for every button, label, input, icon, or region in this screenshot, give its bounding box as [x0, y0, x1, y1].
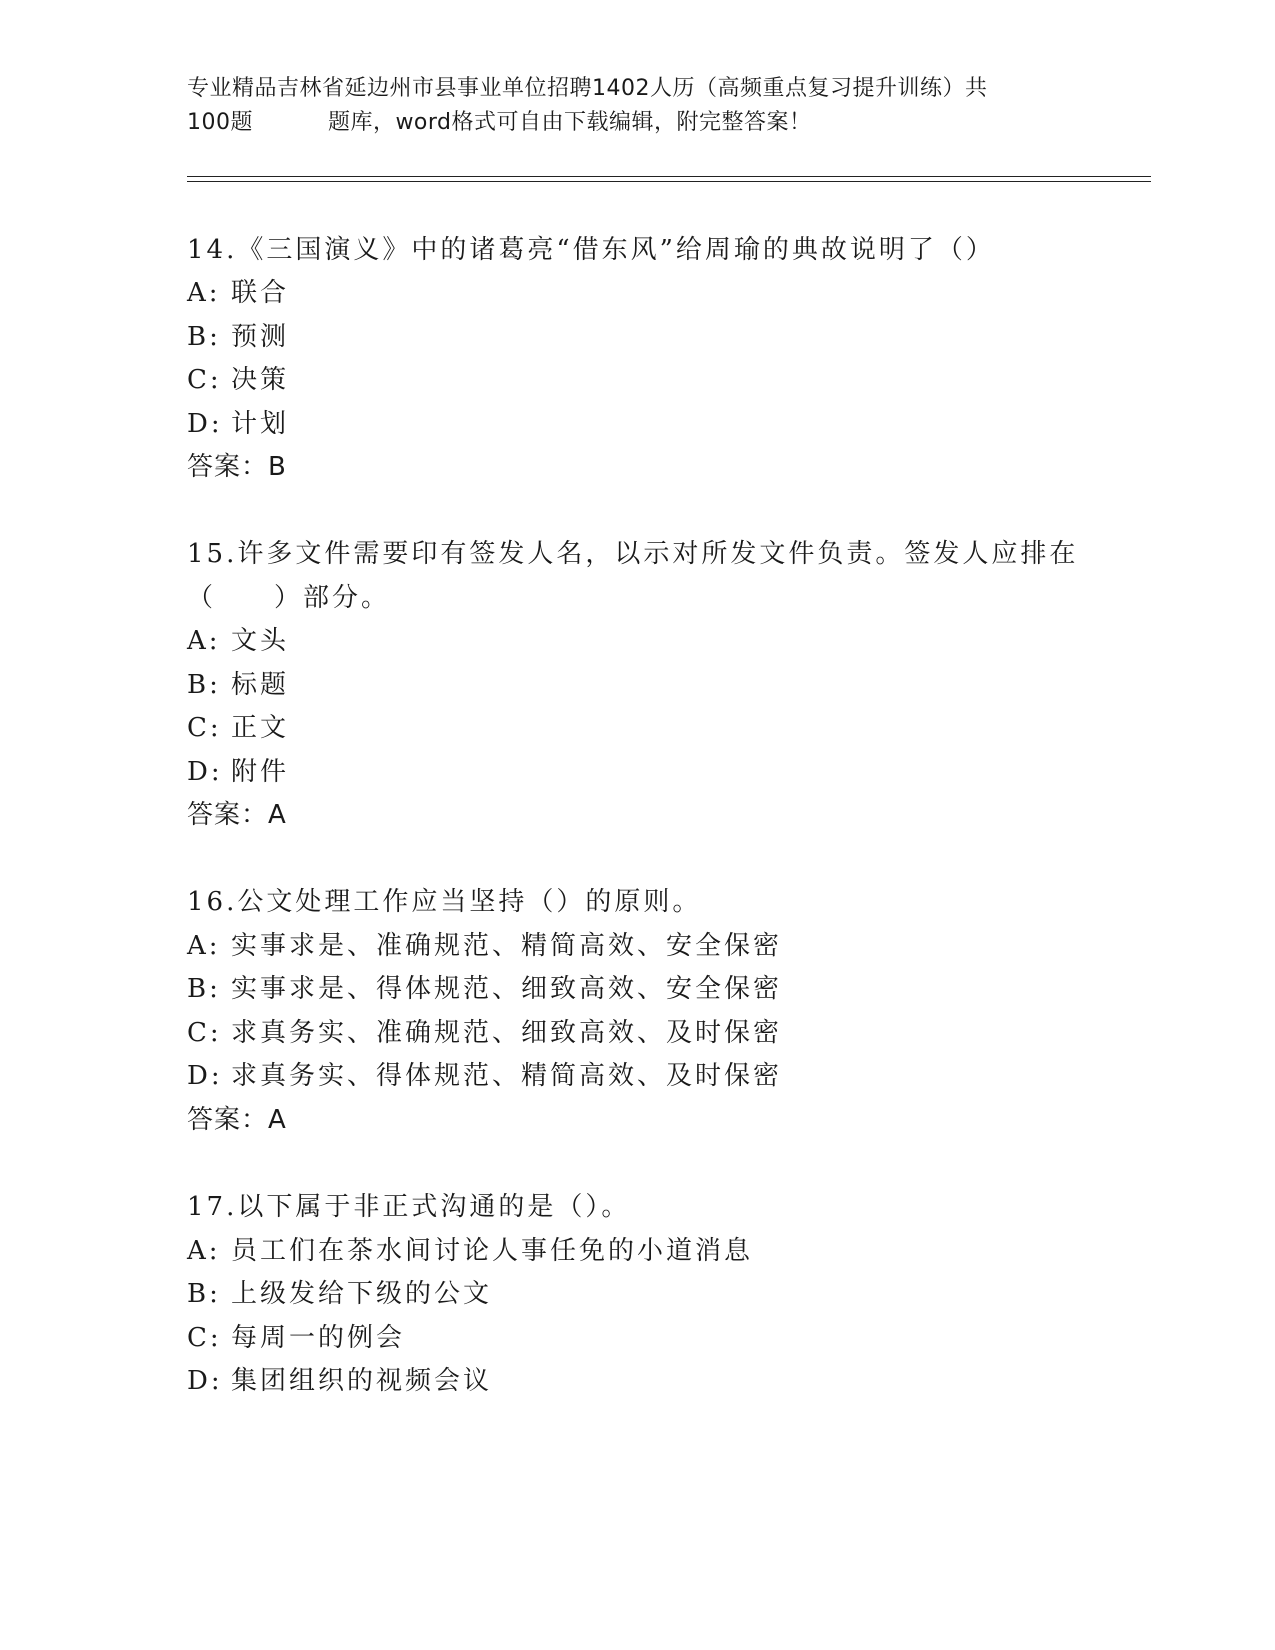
option-c [187, 1322, 405, 1354]
header-divider-bottom [187, 181, 1151, 182]
option-d [187, 408, 289, 440]
option-text: 求真务实、得体规范、精简高效、及时保密 [231, 1061, 783, 1091]
option-label: C: [187, 1323, 222, 1353]
question-stem: 14.《三国演义》中的诸葛亮“借东风”给周瑜的典故说明了（） [187, 235, 995, 265]
option-label: D: [187, 757, 223, 787]
option-label: D: [187, 409, 223, 439]
option-text: 实事求是、得体规范、细致高效、安全保密 [231, 974, 783, 1004]
option-text: 计划 [231, 409, 290, 439]
option-label: D: [187, 1366, 223, 1396]
option-label: B: [187, 322, 221, 352]
option-text: 每周一的例会 [231, 1323, 406, 1353]
option-c [187, 364, 289, 396]
answer: 答案：A [187, 1105, 287, 1135]
header-question-count: 100题 [187, 110, 253, 135]
question-stem-continued: （ ）部分。 [187, 583, 391, 613]
option-label: B: [187, 670, 221, 700]
option-label: A: [187, 626, 221, 656]
option-a [187, 930, 782, 962]
option-label: A: [187, 278, 221, 308]
option-label: C: [187, 713, 222, 743]
option-text: 预测 [231, 322, 290, 352]
option-text: 求真务实、准确规范、细致高效、及时保密 [231, 1018, 783, 1048]
header-description: 题库，word格式可自由下载编辑，附完整答案！ [327, 110, 812, 135]
option-d [187, 1060, 782, 1092]
option-a [187, 625, 289, 657]
header-title-line-1: 专业精品吉林省延边州市县事业单位招聘1402人历（高频重点复习提升训练）共 [187, 76, 988, 101]
option-c [187, 712, 289, 744]
option-text: 上级发给下级的公文 [231, 1279, 493, 1309]
header-divider-top [187, 176, 1151, 177]
option-b [187, 973, 782, 1005]
option-text: 联合 [231, 278, 290, 308]
option-d [187, 1365, 492, 1397]
option-label: A: [187, 1236, 221, 1266]
option-b [187, 321, 289, 353]
option-label: D: [187, 1061, 223, 1091]
option-label: C: [187, 365, 222, 395]
option-a [187, 1235, 753, 1267]
option-text: 员工们在茶水间讨论人事任免的小道消息 [231, 1236, 754, 1266]
option-label: B: [187, 974, 221, 1004]
document-header [187, 72, 1087, 140]
option-c [187, 1017, 782, 1049]
header-title-line-2 [187, 106, 1087, 140]
option-text: 附件 [231, 757, 290, 787]
answer: 答案：B [187, 452, 287, 482]
option-a [187, 277, 289, 309]
question-stem: 16.公文处理工作应当坚持（）的原则。 [187, 887, 702, 917]
option-b [187, 669, 289, 701]
option-d [187, 756, 289, 788]
answer: 答案：A [187, 800, 287, 830]
option-label: A: [187, 931, 221, 961]
option-text: 标题 [231, 670, 290, 700]
option-text: 决策 [231, 365, 290, 395]
question-stem: 15.许多文件需要印有签发人名，以示对所发文件负责。签发人应排在 [187, 539, 1079, 569]
option-text: 文头 [231, 626, 290, 656]
option-text: 实事求是、准确规范、精简高效、安全保密 [231, 931, 783, 961]
question-stem: 17.以下属于非正式沟通的是（）。 [187, 1192, 631, 1222]
option-b [187, 1278, 492, 1310]
option-label: C: [187, 1018, 222, 1048]
option-text: 集团组织的视频会议 [231, 1366, 493, 1396]
option-label: B: [187, 1279, 221, 1309]
option-text: 正文 [231, 713, 290, 743]
